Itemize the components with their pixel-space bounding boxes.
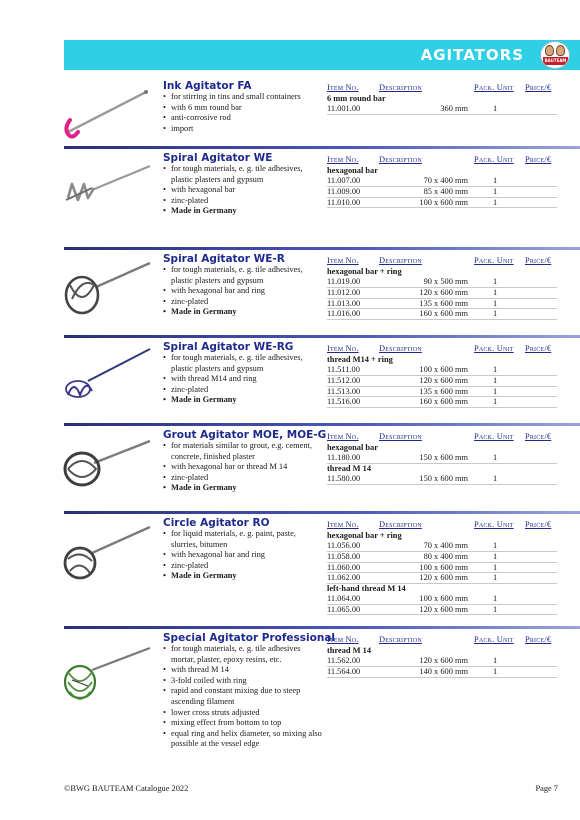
feature-item: • Made in Germany: [163, 206, 323, 217]
special-agitator-icon: [62, 640, 152, 706]
variant-group-label: left-hand thread M 14: [327, 583, 406, 593]
feature-item: • Made in Germany: [163, 395, 323, 406]
feature-item: • for tough materials, e. g. tile adhesives mortar, plaster, epoxy resins, etc.: [163, 644, 323, 665]
item-number: 11.512.00: [327, 375, 361, 385]
item-size: 120 x 600 mm: [419, 656, 468, 666]
item-size: 100 x 600 mm: [419, 365, 468, 375]
feature-list: [163, 441, 323, 494]
table-row: [327, 309, 557, 320]
feature-item: • with hexagonal bar and ring: [163, 550, 323, 561]
feature-item: • for stirring in tins and small containers: [163, 92, 323, 103]
item-number: 11.012.00: [327, 287, 361, 297]
price-table: [327, 83, 557, 115]
item-number: 11.010.00: [327, 197, 361, 207]
column-header-price: Price/€: [525, 520, 552, 529]
feature-item: • zinc-plated: [163, 297, 323, 308]
pack-unit: 1: [493, 656, 498, 666]
item-size: 90 x 500 mm: [423, 277, 468, 287]
price-table: [327, 256, 557, 320]
section-divider: [64, 626, 580, 629]
pack-unit: 1: [493, 573, 498, 583]
logo-faces: [545, 45, 566, 57]
variant-group-label: hexagonal bar: [327, 443, 378, 452]
pack-unit: 1: [493, 666, 498, 676]
product-title: Spiral Agitator WE-RG: [163, 341, 294, 353]
feature-item: • with hexagonal bar or thread M 14: [163, 462, 323, 473]
item-number: 11.516.00: [327, 397, 361, 407]
pack-unit: 1: [493, 375, 498, 385]
column-header-description: Description: [379, 344, 422, 353]
table-row: [327, 376, 557, 387]
pack-unit: 1: [493, 197, 498, 207]
column-header-item-no: Item No.: [327, 155, 359, 164]
item-size: 70 x 400 mm: [423, 541, 468, 551]
item-size: 100 x 600 mm: [419, 197, 468, 207]
feature-item: • anti-corrosive rod: [163, 113, 323, 124]
table-header: [327, 344, 557, 355]
item-size: 120 x 600 mm: [419, 287, 468, 297]
feature-item: • import: [163, 124, 323, 135]
item-number: 11.564.00: [327, 666, 361, 676]
item-size: 140 x 600 mm: [419, 666, 468, 676]
feature-item: • 3-fold coiled with ring: [163, 676, 323, 687]
item-size: 160 x 600 mm: [419, 309, 468, 319]
item-number: 11.016.00: [327, 309, 361, 319]
item-size: 85 x 400 mm: [423, 186, 468, 196]
feature-item: • for tough materials, e. g. tile adhesives, plastic plasters and gypsum: [163, 265, 323, 286]
variant-group-label: hexagonal bar + ring: [327, 531, 402, 540]
pack-unit: 1: [493, 541, 498, 551]
pack-unit: 1: [493, 474, 498, 484]
feature-item: • for liquid materials, e. g. paint, paste, slurries, bitumen: [163, 529, 323, 550]
column-header-price: Price/€: [525, 635, 552, 644]
feature-item: • with hexagonal bar: [163, 185, 323, 196]
product-title: Ink Agitator FA: [163, 80, 252, 92]
column-header-pack-unit: Pack. Unit: [474, 432, 514, 441]
table-row: [327, 453, 557, 464]
variant-group-label: thread M14 + ring: [327, 355, 393, 364]
item-number: 11.580.00: [327, 474, 361, 484]
column-header-pack-unit: Pack. Unit: [474, 155, 514, 164]
variant-group-label: hexagonal bar + ring: [327, 267, 402, 276]
variant-group-label: 6 mm round bar: [327, 94, 386, 103]
pack-unit: 1: [493, 298, 498, 308]
column-header-item-no: Item No.: [327, 256, 359, 265]
feature-item: • for materials similar to grout, e.g. cement, concrete, finished plaster: [163, 441, 323, 462]
item-size: 120 x 600 mm: [419, 573, 468, 583]
feature-item: • Made in Germany: [163, 307, 323, 318]
logo-ribbon: BAUTEAM: [544, 58, 567, 63]
product-title: Spiral Agitator WE: [163, 152, 273, 164]
table-header: [327, 256, 557, 267]
feature-item: • lower cross struts adjusted: [163, 708, 323, 719]
item-size: 360 mm: [440, 104, 468, 114]
pack-unit: 1: [493, 287, 498, 297]
footer-page-number: Page 7: [535, 784, 558, 793]
pack-unit: 1: [493, 365, 498, 375]
price-table: [327, 635, 557, 678]
item-number: 11.511.00: [327, 365, 360, 375]
section-divider: [64, 335, 580, 338]
pack-unit: 1: [493, 551, 498, 561]
price-table: [327, 432, 557, 485]
item-size: 100 x 600 mm: [419, 562, 468, 572]
footer-copyright: ©BWG BAUTEAM Catalogue 2022: [64, 784, 189, 793]
bauteam-logo-icon: [540, 41, 570, 69]
table-row: [327, 656, 557, 667]
table-header: [327, 520, 557, 531]
column-header-price: Price/€: [525, 432, 552, 441]
item-size: 135 x 600 mm: [419, 386, 468, 396]
table-row: [327, 104, 557, 115]
item-size: 100 x 600 mm: [419, 594, 468, 604]
column-header-description: Description: [379, 155, 422, 164]
column-header-description: Description: [379, 256, 422, 265]
feature-list: [163, 529, 323, 582]
header-banner: [64, 40, 580, 70]
product-title: Circle Agitator RO: [163, 517, 270, 529]
ink-agitator-icon: [62, 82, 152, 148]
pack-unit: 1: [493, 594, 498, 604]
feature-item: • with thread M14 and ring: [163, 374, 323, 385]
table-row: [327, 299, 557, 310]
circle-agitator-icon: [62, 519, 152, 585]
feature-list: [163, 353, 323, 406]
table-row: [327, 198, 557, 209]
table-header: [327, 635, 557, 646]
feature-list: [163, 92, 323, 134]
table-row: [327, 474, 557, 485]
feature-list: [163, 164, 323, 217]
item-size: 150 x 600 mm: [419, 453, 468, 463]
item-size: 135 x 600 mm: [419, 298, 468, 308]
feature-item: • zinc-plated: [163, 196, 323, 207]
product-title: Grout Agitator MOE, MOE-G: [163, 429, 327, 441]
feature-list: [163, 265, 323, 318]
item-size: 120 x 600 mm: [419, 604, 468, 614]
feature-item: • equal ring and helix diameter, so mixing also possible at the vessel edge: [163, 729, 323, 750]
item-number: 11.065.00: [327, 604, 361, 614]
table-row: [327, 277, 557, 288]
feature-item: • for tough materials, e. g. tile adhesives, plastic plasters and gypsum: [163, 353, 323, 374]
item-size: 120 x 600 mm: [419, 375, 468, 385]
table-header: [327, 83, 557, 94]
pack-unit: 1: [493, 104, 498, 114]
table-header: [327, 155, 557, 166]
pack-unit: 1: [493, 397, 498, 407]
price-table: [327, 155, 557, 208]
section-divider: [64, 146, 580, 149]
feature-item: • zinc-plated: [163, 561, 323, 572]
item-number: 11.562.00: [327, 656, 361, 666]
feature-item: • zinc-plated: [163, 473, 323, 484]
item-number: 11.513.00: [327, 386, 361, 396]
product-title: Spiral Agitator WE-R: [163, 253, 285, 265]
column-header-price: Price/€: [525, 83, 552, 92]
column-header-price: Price/€: [525, 155, 552, 164]
table-row: [327, 365, 557, 376]
feature-item: • with hexagonal bar and ring: [163, 286, 323, 297]
pack-unit: 1: [493, 186, 498, 196]
page-title: AGITATORS: [420, 46, 524, 64]
column-header-item-no: Item No.: [327, 344, 359, 353]
item-number: 11.058.00: [327, 551, 361, 561]
column-header-pack-unit: Pack. Unit: [474, 83, 514, 92]
variant-group-label: hexagonal bar: [327, 166, 378, 175]
section-divider: [64, 511, 580, 514]
column-header-item-no: Item No.: [327, 432, 359, 441]
table-row: [327, 563, 557, 574]
table-row: [327, 552, 557, 563]
table-row: [327, 605, 557, 616]
pack-unit: 1: [493, 386, 498, 396]
table-header: [327, 432, 557, 443]
feature-item: • Made in Germany: [163, 483, 323, 494]
column-header-description: Description: [379, 635, 422, 644]
price-table: [327, 520, 557, 615]
table-row: [327, 187, 557, 198]
price-table: [327, 344, 557, 408]
table-row: [327, 288, 557, 299]
pack-unit: 1: [493, 309, 498, 319]
column-header-price: Price/€: [525, 344, 552, 353]
column-header-item-no: Item No.: [327, 635, 359, 644]
column-header-pack-unit: Pack. Unit: [474, 344, 514, 353]
pack-unit: 1: [493, 176, 498, 186]
table-row: [327, 387, 557, 398]
pack-unit: 1: [493, 277, 498, 287]
column-header-item-no: Item No.: [327, 520, 359, 529]
feature-item: • for tough materials, e. g. tile adhesives, plastic plasters and gypsum: [163, 164, 323, 185]
pack-unit: 1: [493, 604, 498, 614]
item-number: 11.001.00: [327, 104, 361, 114]
variant-group-label: thread M 14: [327, 463, 372, 473]
column-header-pack-unit: Pack. Unit: [474, 256, 514, 265]
column-header-item-no: Item No.: [327, 83, 359, 92]
section-divider: [64, 247, 580, 250]
column-header-description: Description: [379, 432, 422, 441]
item-number: 11.019.00: [327, 277, 361, 287]
table-row: [327, 667, 557, 678]
feature-item: • rapid and constant mixing due to steep ascending filament: [163, 686, 323, 707]
item-number: 11.007.00: [327, 176, 361, 186]
item-number: 11.056.00: [327, 541, 361, 551]
table-row: [327, 594, 557, 605]
column-header-price: Price/€: [525, 256, 552, 265]
item-number: 11.062.00: [327, 573, 361, 583]
spiral-ring-thread-agitator-icon: [62, 343, 152, 409]
spiral-ring-agitator-icon: [62, 255, 152, 321]
column-header-description: Description: [379, 83, 422, 92]
column-header-pack-unit: Pack. Unit: [474, 520, 514, 529]
item-size: 70 x 400 mm: [423, 176, 468, 186]
item-size: 160 x 600 mm: [419, 397, 468, 407]
item-number: 11.064.00: [327, 594, 361, 604]
item-size: 80 x 400 mm: [423, 551, 468, 561]
variant-group-label: thread M 14: [327, 646, 372, 655]
feature-item: • with 6 mm round bar: [163, 103, 323, 114]
feature-item: • with thread M 14: [163, 665, 323, 676]
column-header-description: Description: [379, 520, 422, 529]
pack-unit: 1: [493, 562, 498, 572]
feature-item: • mixing effect from bottom to top: [163, 718, 323, 729]
table-row: [327, 397, 557, 408]
spiral-agitator-icon: [62, 154, 152, 220]
item-number: 11.060.00: [327, 562, 361, 572]
table-row: [327, 541, 557, 552]
item-number: 11.013.00: [327, 298, 361, 308]
table-row: [327, 573, 557, 584]
grout-agitator-icon: [62, 431, 152, 497]
item-number: 11.180.00: [327, 453, 361, 463]
feature-item: • Made in Germany: [163, 571, 323, 582]
item-number: 11.009.00: [327, 186, 361, 196]
column-header-pack-unit: Pack. Unit: [474, 635, 514, 644]
table-row: [327, 176, 557, 187]
section-divider: [64, 423, 580, 426]
feature-item: • zinc-plated: [163, 385, 323, 396]
pack-unit: 1: [493, 453, 498, 463]
feature-list: [163, 644, 323, 750]
product-title: Special Agitator Professional: [163, 632, 336, 644]
item-size: 150 x 600 mm: [419, 474, 468, 484]
